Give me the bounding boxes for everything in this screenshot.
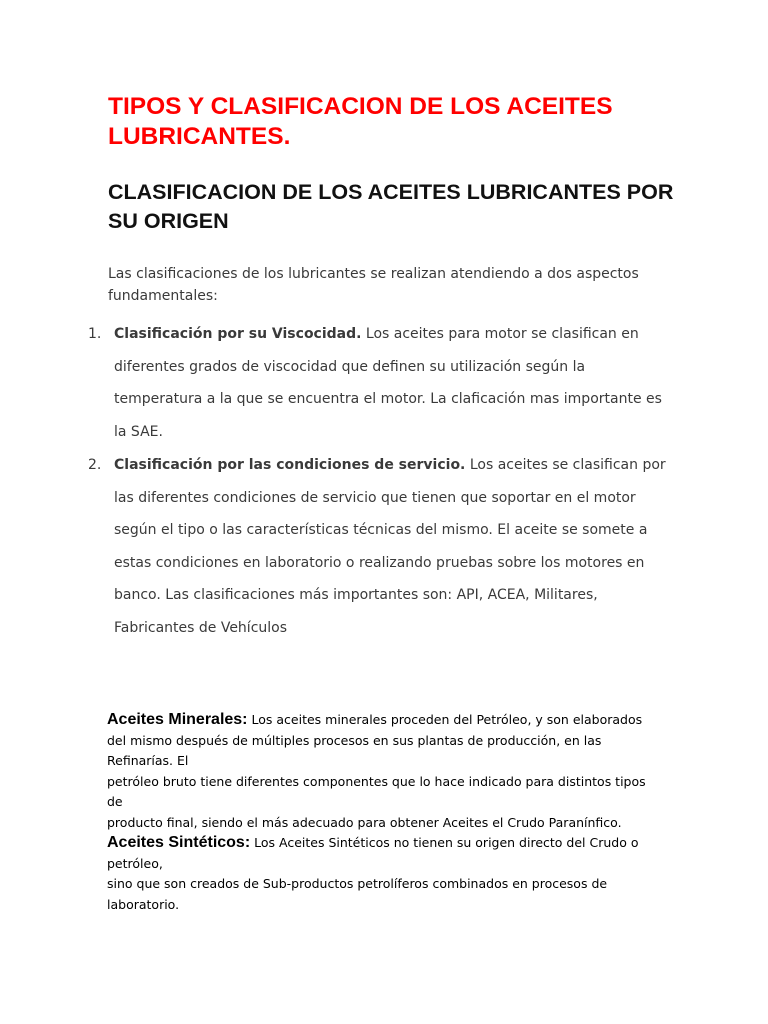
list-item-bold-title: Clasificación por las condiciones de servicio.: [114, 457, 466, 473]
sinteticos-heading: Aceites Sintéticos:: [107, 834, 251, 851]
list-item-text: Los aceites para motor se clasifican en diferentes grados de viscocidad que definen su utilización según la temperatura a la que se encuentra el motor. La claficación mas importante es la SAE.: [114, 326, 662, 440]
sinteticos-text-line: sino que son creados de Sub-productos petrolíferos combinados en procesos de laboratorio.: [107, 876, 608, 912]
list-number: 2.: [88, 457, 102, 473]
section-heading: CLASIFICACION DE LOS ACEITES LUBRICANTES POR SU ORIGEN: [108, 180, 674, 233]
sinteticos-text: Los Aceites Sintéticos no tienen su origen directo del Crudo o petróleo,: [107, 835, 639, 871]
minerales-heading: Aceites Minerales:: [107, 711, 248, 728]
list-item-bold-title: Clasificación por su Viscocidad.: [114, 326, 362, 342]
minerales-paragraph: [107, 710, 652, 772]
oil-types-section: [107, 710, 652, 915]
minerales-text-line: petróleo bruto tiene diferentes componentes que lo hace indicado para distintos tipos de: [107, 773, 646, 809]
intro-paragraph: Las clasificaciones de los lubricantes se realizan atendiendo a dos aspectos fundamentales:: [108, 266, 639, 304]
sinteticos-paragraph: [107, 833, 652, 874]
minerales-text: Los aceites minerales proceden del Petróleo, y son elaborados del mismo después de múltiples procesos en sus plantas de producción, en las Refinarías. El: [107, 712, 643, 768]
list-item-viscosity: [88, 318, 674, 448]
list-item-service-conditions: [88, 449, 674, 644]
list-item-text: Los aceites se clasifican por las diferentes condiciones de servicio que tienen que soportar en el motor según el tipo o las características técnicas del mismo. El aceite se somete a estas condiciones en laboratorio o realizando pruebas sobre los motores en banco. Las clasificaciones más importantes son: API, ACEA, Militares, Fabricantes de Vehículos: [114, 457, 666, 636]
minerales-text-line: producto final, siendo el más adecuado para obtener Aceites el Crudo Paranínfico.: [107, 814, 622, 830]
list-number: 1.: [88, 326, 102, 342]
document-title: TIPOS Y CLASIFICACION DE LOS ACEITES LUBRICANTES.: [108, 93, 613, 150]
